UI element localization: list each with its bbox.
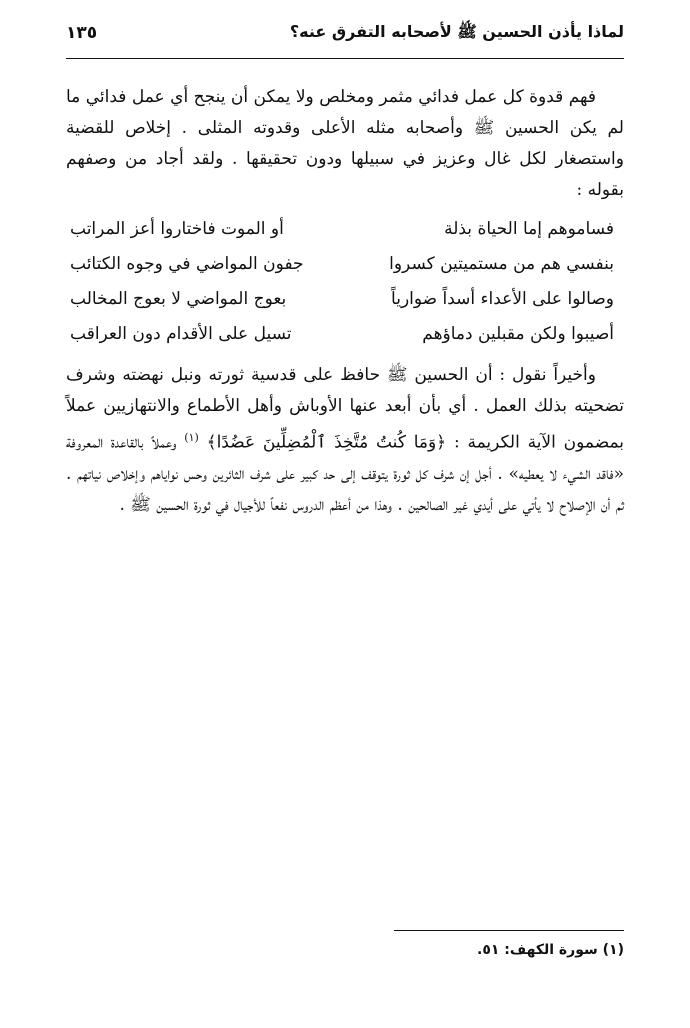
page-number: ١٣٥ (66, 23, 98, 43)
header-divider (66, 58, 624, 59)
paragraph-2 (66, 360, 624, 521)
verse-first-hemistich: وصالوا على الأعداء أسداً ضوارياً (391, 289, 614, 309)
poem-verse (70, 212, 614, 247)
verse-second-hemistich: أو الموت فاختاروا أعز المراتب (70, 219, 284, 239)
footnote-reference[interactable]: (١) (184, 431, 199, 444)
poem-verse (70, 247, 614, 282)
paragraph-1: فهم قدوة كل عمل فدائي مثمر ومخلص ولا يمكن أن ينجح أي عمل فدائي ما لم يكن الحسين ﷺ وأصحابه مثله الأعلى وقدوته المثلى . إخلاص للقضية واستصغار لكل غال وعزيز في سبيلها ودون تحقيقها . ولقد أجاد من وصفهم بقوله : (66, 87, 624, 200)
verse-second-hemistich: بعوج المواضي لا بعوج المخالب (70, 289, 287, 309)
running-header (66, 16, 624, 50)
body-text (66, 82, 624, 521)
paragraph-2-after-verse: وعملاً بالقاعدة المعروفة «فاقد الشيء لا يعطيه» . أجل إن شرف كل ثورة يتوقف إلى حد كبير على شرف الثائرين وحس نواياهم وإخلاص نياتهم . ثم أن الإصلاح لا يأتي على أيدي غير الصالحين . وهذا من أعظم الدروس نفعاً للأجيال في ثورة الحسين ﷺ . (66, 432, 624, 515)
verse-first-hemistich: فساموهم إما الحياة بذلة (444, 219, 614, 239)
poem (70, 212, 614, 352)
paragraph-2-before-verse: وأخيراً نقول : أن الحسين ﷺ حافظ على قدسية ثورته ونبل نهضته وشرف تضحيته بذلك العمل . أي بأن أبعد عنها الأوباش وأهل الأطماع والانتهازيين عملاً بمضمون الآية الكريمة : (66, 365, 625, 453)
verse-first-hemistich: بنفسي هم من مستميتين كسروا (389, 254, 614, 274)
verse-second-hemistich: تسيل على الأقدام دون العراقب (70, 324, 292, 344)
poem-verse (70, 317, 614, 352)
verse-second-hemistich: جفون المواضي في وجوه الكتائب (70, 254, 304, 274)
chapter-title: لماذا يأذن الحسين ﷺ لأصحابه التفرق عنه؟ (289, 21, 624, 41)
verse-first-hemistich: أصيبوا ولكن مقبلين دماؤهم (422, 324, 614, 344)
footnote: (١) سورة الكهف: ٥١. (477, 942, 624, 958)
quran-verse: ﴿وَمَا كُنتُ مُتَّخِذَ ٱلْمُضِلِّينَ عَضُدًا﴾ (206, 432, 447, 453)
poem-verse (70, 282, 614, 317)
footnote-divider (394, 930, 624, 931)
